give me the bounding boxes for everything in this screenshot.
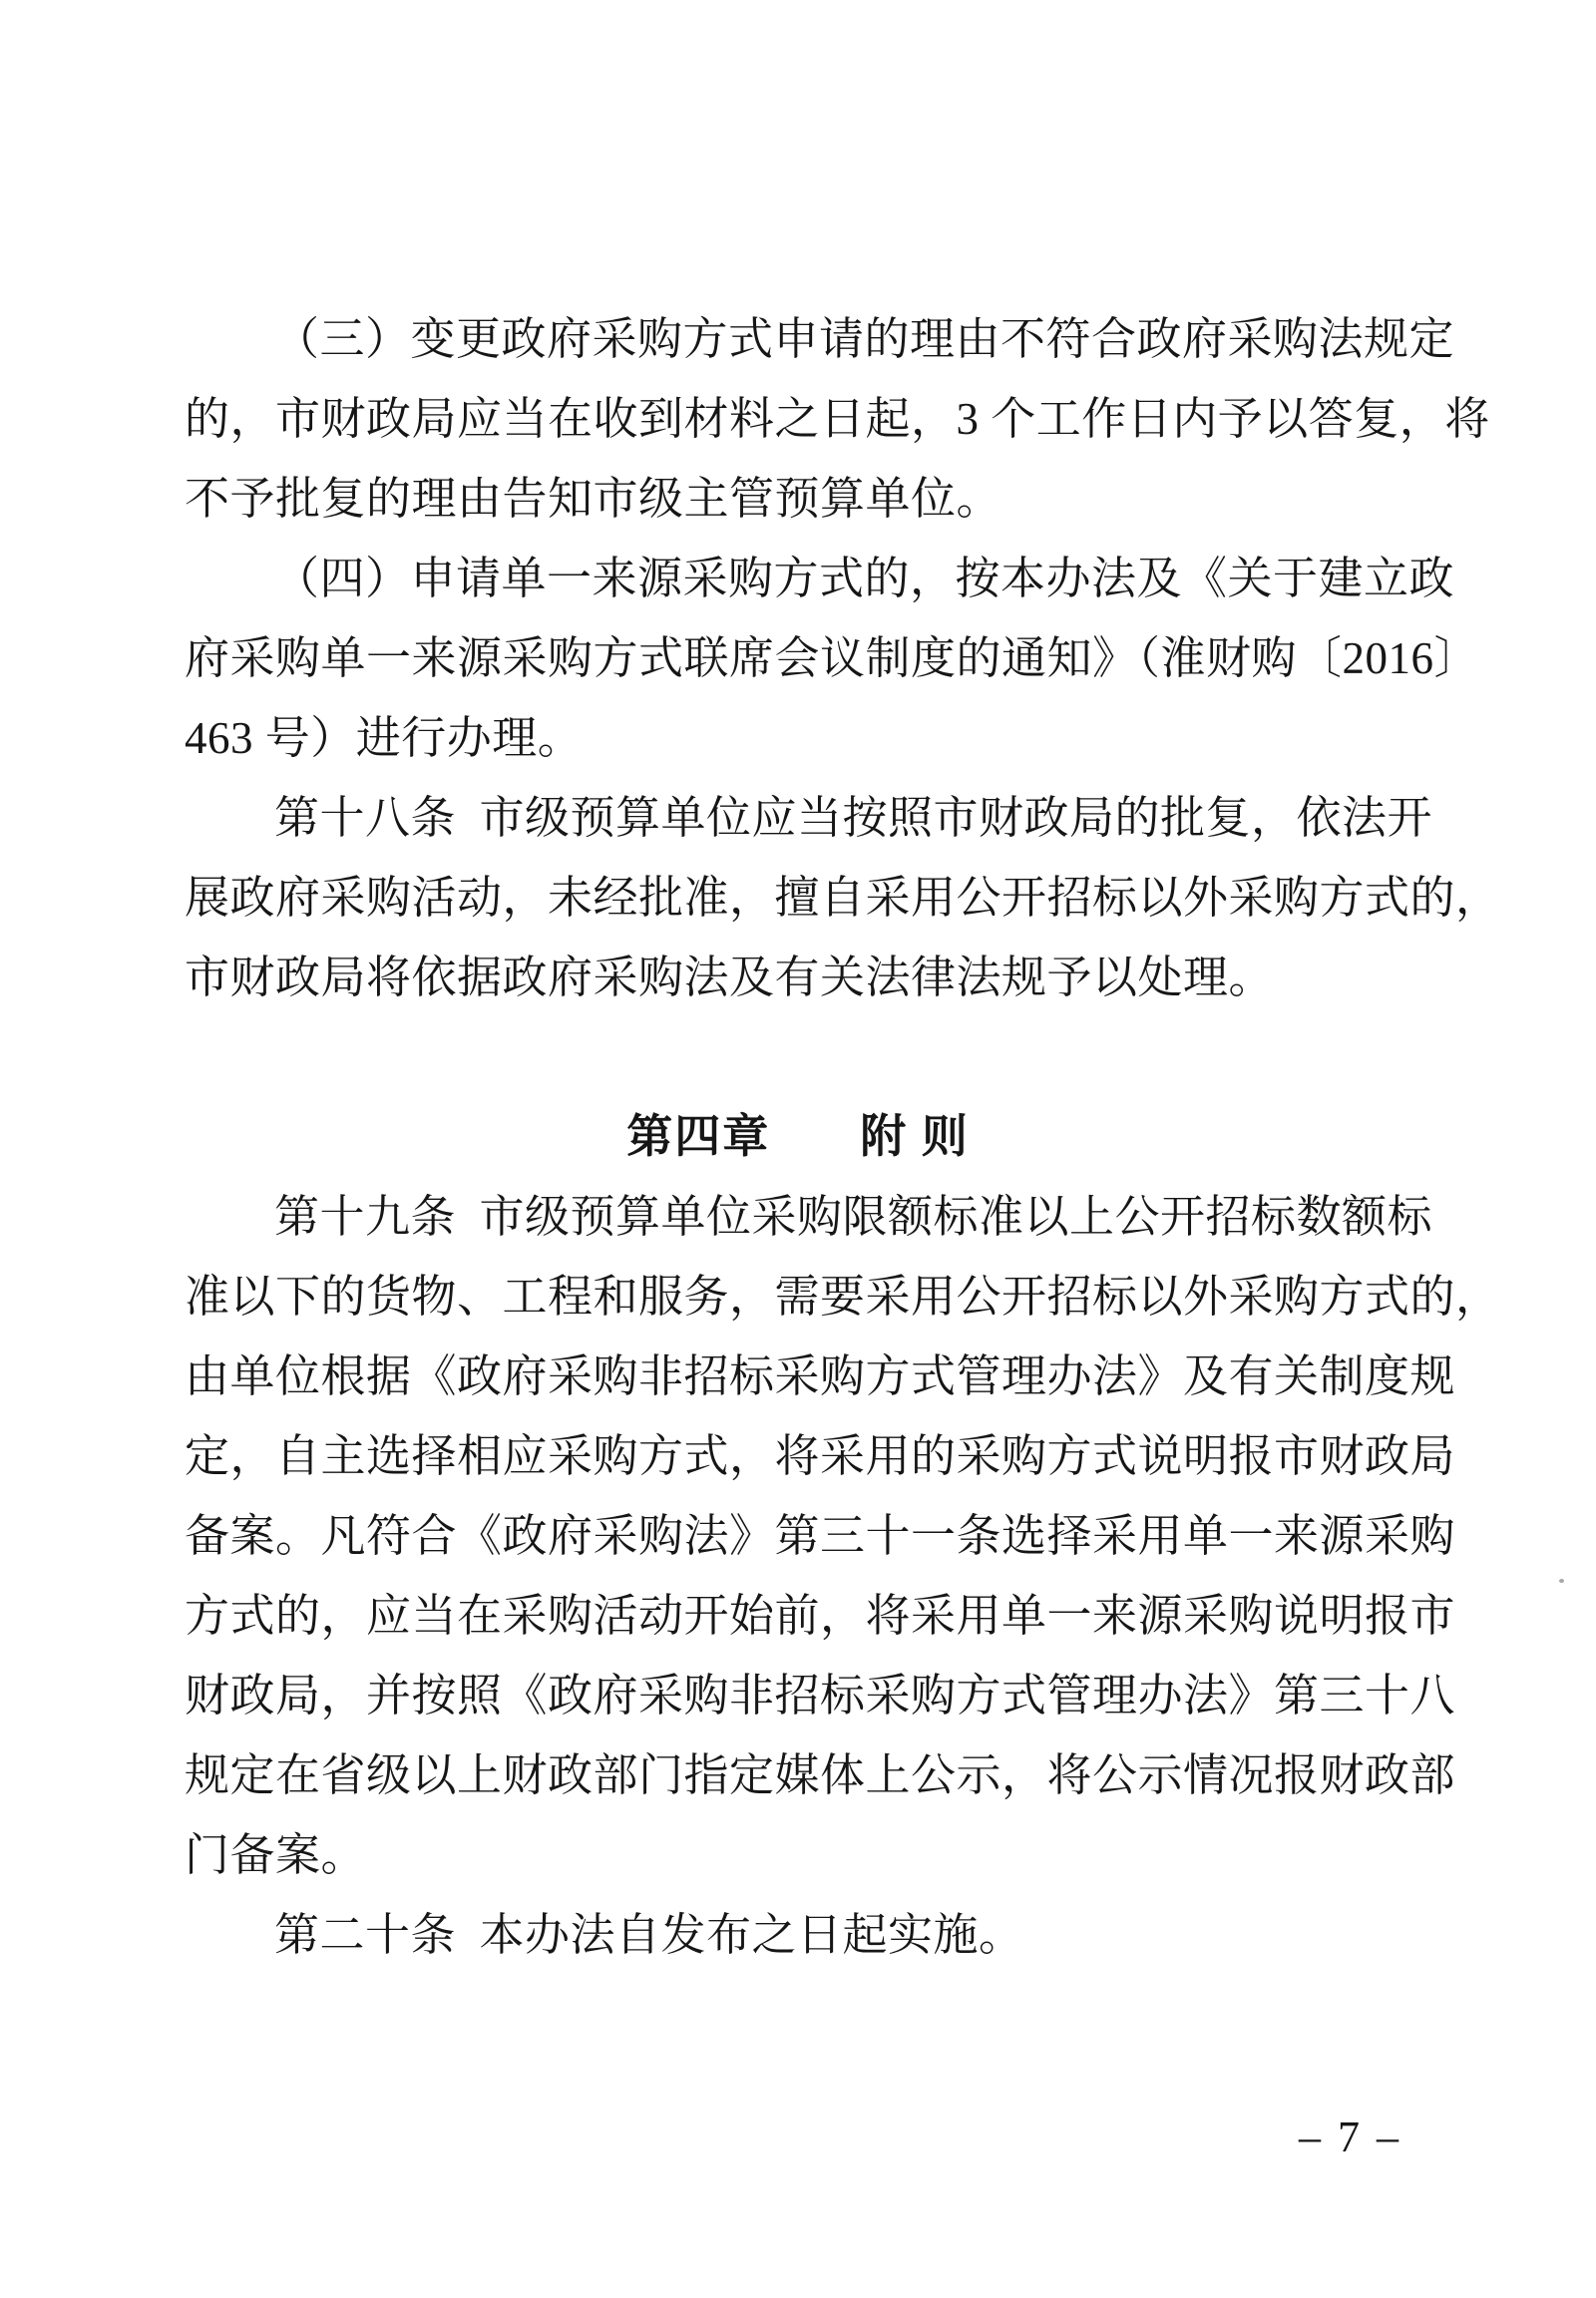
chapter-number: 第四章 — [626, 1111, 771, 1162]
text-line: 方式的，应当在采购活动开始前，将采用单一来源采购说明报市 — [185, 1591, 1456, 1641]
chapter-heading — [185, 1097, 1411, 1177]
page-number: – 7 – — [1299, 2112, 1401, 2161]
text-line: 第二十条 本办法自发布之日起实施。 — [274, 1910, 1024, 1960]
text-line: （四）申请单一来源采购方式的，按本办法及《关于建立政 — [274, 554, 1455, 603]
text-line: 的，市财政局应当在收到材料之日起，3 个工作日内予以答复，将 — [185, 394, 1490, 444]
text-line: 第十九条 市级预算单位采购限额标准以上公开招标数额标 — [274, 1192, 1433, 1242]
text-line: 府采购单一来源采购方式联席会议制度的通知》（淮财购〔2016〕 — [185, 633, 1480, 683]
text-line: （三）变更政府采购方式申请的理由不符合政府采购法规定 — [274, 314, 1455, 364]
text-line: 展政府采购活动，未经批准，擅自采用公开招标以外采购方式的， — [185, 873, 1501, 923]
text-line: 门备案。 — [185, 1830, 367, 1880]
text-line: 不予批复的理由告知市级主管预算单位。 — [185, 474, 1002, 524]
chapter-title: 附 则 — [860, 1111, 970, 1162]
scan-artifact-dot — [1559, 1579, 1564, 1583]
text-line: 463 号）进行办理。 — [185, 713, 584, 763]
text-line: 准以下的货物、工程和服务，需要采用公开招标以外采购方式的， — [185, 1272, 1501, 1322]
text-line: 定，自主选择相应采购方式，将采用的采购方式说明报市财政局 — [185, 1431, 1456, 1481]
text-line: 市财政局将依据政府采购法及有关法律法规予以处理。 — [185, 953, 1275, 1002]
text-line: 第十八条 市级预算单位应当按照市财政局的批复，依法开 — [274, 793, 1433, 843]
text-line: 备案。凡符合《政府采购法》第三十一条选择采用单一来源采购 — [185, 1511, 1456, 1561]
text-line: 规定在省级以上财政部门指定媒体上公示，将公示情况报财政部 — [185, 1750, 1456, 1800]
body-text-block — [185, 299, 1501, 1975]
text-line: 由单位根据《政府采购非招标采购方式管理办法》及有关制度规 — [185, 1351, 1456, 1401]
text-line: 财政局，并按照《政府采购非招标采购方式管理办法》第三十八 — [185, 1671, 1456, 1721]
blank-line — [185, 1017, 1411, 1097]
